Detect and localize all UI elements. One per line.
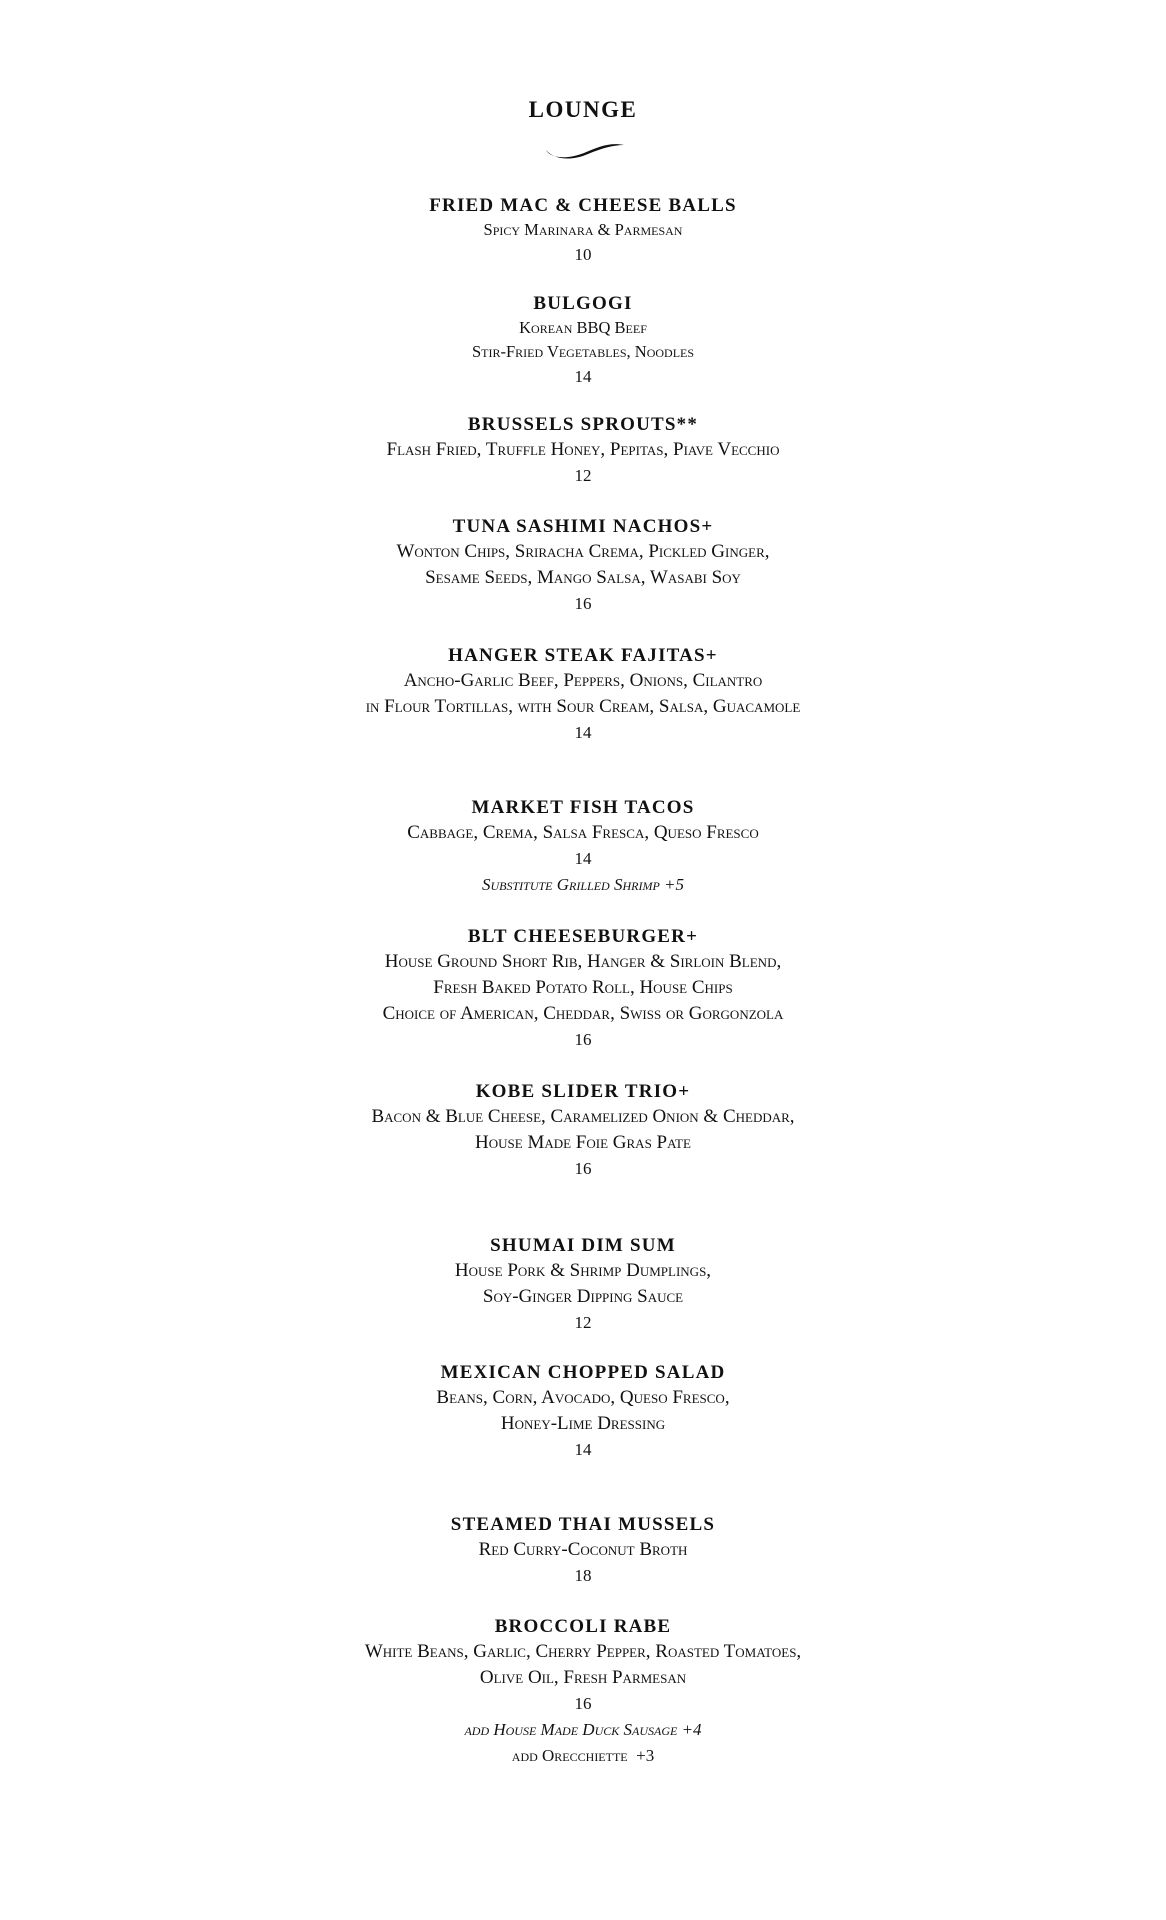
item-name: BROCCOLI RABE <box>494 1616 672 1637</box>
menu-item-blt-cheeseburger <box>0 925 1166 1053</box>
item-description: House Pork & Shrimp Dumplings, <box>454 1260 712 1281</box>
menu-item-tuna-sashimi-nachos <box>0 515 1166 617</box>
menu-item-fried-mac-cheese-balls <box>0 194 1166 268</box>
swash-ornament-icon <box>544 136 626 162</box>
item-description: Fresh Baked Potato Roll, House Chips <box>433 977 733 998</box>
item-name: HANGER STEAK FAJITAS+ <box>448 645 718 666</box>
item-note: add Orecchiette +3 <box>511 1746 655 1765</box>
item-price: 16 <box>574 1030 592 1049</box>
item-price: 10 <box>574 245 592 264</box>
item-name: MEXICAN CHOPPED SALAD <box>440 1362 726 1383</box>
item-price: 14 <box>574 367 592 386</box>
item-description: Beans, Corn, Avocado, Queso Fresco, <box>436 1387 730 1408</box>
item-description: Korean BBQ Beef <box>519 318 647 337</box>
item-name: STEAMED THAI MUSSELS <box>450 1514 716 1535</box>
item-price: 12 <box>574 466 592 485</box>
item-description: Soy-Ginger Dipping Sauce <box>482 1286 684 1307</box>
item-price: 18 <box>574 1566 592 1585</box>
item-description: Ancho-Garlic Beef, Peppers, Onions, Cilantro <box>403 670 763 691</box>
item-note: Substitute Grilled Shrimp +5 <box>482 875 684 894</box>
item-description: Bacon & Blue Cheese, Caramelized Onion & Cheddar, <box>371 1106 795 1127</box>
menu-item-market-fish-tacos <box>0 796 1166 898</box>
item-name: SHUMAI DIM SUM <box>490 1235 676 1256</box>
item-description: Wonton Chips, Sriracha Crema, Pickled Ginger, <box>396 541 770 562</box>
item-description: Sesame Seeds, Mango Salsa, Wasabi Soy <box>425 567 741 588</box>
item-description: Honey-Lime Dressing <box>500 1413 666 1434</box>
item-description: in Flour Tortillas, with Sour Cream, Salsa, Guacamole <box>365 696 801 717</box>
item-name: KOBE SLIDER TRIO+ <box>475 1081 691 1102</box>
item-description: Stir-Fried Vegetables, Noodles <box>471 342 695 361</box>
item-price: 12 <box>574 1313 592 1332</box>
item-name: BULGOGI <box>533 293 633 314</box>
item-price: 16 <box>574 1159 592 1178</box>
item-name: TUNA SASHIMI NACHOS+ <box>452 516 714 537</box>
menu-item-hanger-steak-fajitas <box>0 644 1166 746</box>
item-name: BLT CHEESEBURGER+ <box>467 926 699 947</box>
item-price: 16 <box>574 594 592 613</box>
item-note: add House Made Duck Sausage +4 <box>464 1720 702 1739</box>
menu-item-bulgogi <box>0 292 1166 390</box>
item-description: Red Curry-Coconut Broth <box>478 1539 688 1560</box>
menu-item-steamed-thai-mussels <box>0 1513 1166 1589</box>
item-description: White Beans, Garlic, Cherry Pepper, Roasted Tomatoes, <box>364 1641 802 1662</box>
item-price: 16 <box>574 1694 592 1713</box>
item-description: House Made Foie Gras Pate <box>475 1132 691 1153</box>
item-price: 14 <box>574 723 592 742</box>
item-price: 14 <box>574 849 592 868</box>
item-description: House Ground Short Rib, Hanger & Sirloin Blend, <box>384 951 782 972</box>
item-description: Choice of American, Cheddar, Swiss or Gorgonzola <box>382 1003 784 1024</box>
item-description: Flash Fried, Truffle Honey, Pepitas, Piave Vecchio <box>386 439 780 460</box>
menu-title: LOUNGE <box>528 97 638 122</box>
menu-item-brussels-sprouts <box>0 413 1166 489</box>
item-description: Olive Oil, Fresh Parmesan <box>479 1667 687 1688</box>
item-price: 14 <box>574 1440 592 1459</box>
item-name: BRUSSELS SPROUTS** <box>467 414 699 435</box>
menu-item-mexican-chopped-salad <box>0 1361 1166 1463</box>
menu-item-kobe-slider-trio <box>0 1080 1166 1182</box>
item-description: Cabbage, Crema, Salsa Fresca, Queso Fresco <box>407 822 759 843</box>
menu-item-shumai-dim-sum <box>0 1234 1166 1336</box>
item-name: MARKET FISH TACOS <box>471 797 695 818</box>
item-description: Spicy Marinara & Parmesan <box>483 220 683 239</box>
item-name: FRIED MAC & CHEESE BALLS <box>429 195 737 216</box>
menu-item-broccoli-rabe <box>0 1615 1166 1769</box>
